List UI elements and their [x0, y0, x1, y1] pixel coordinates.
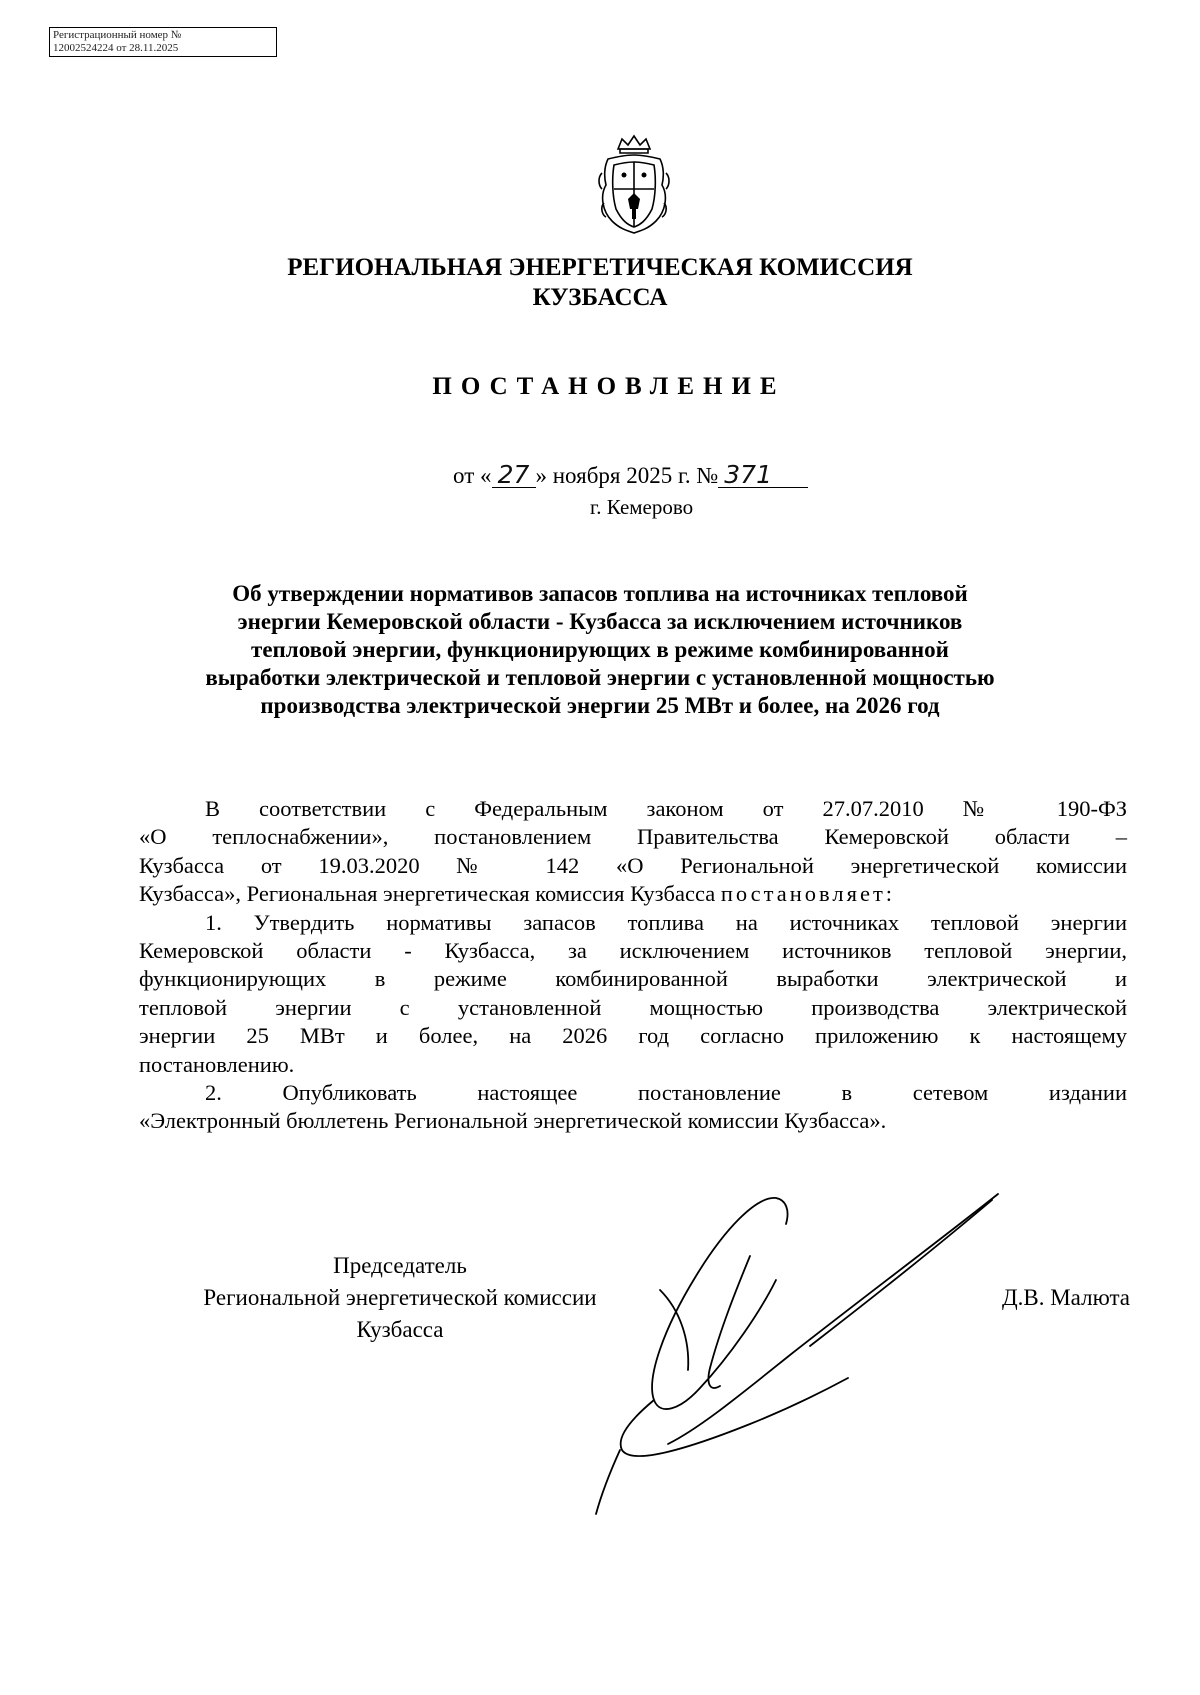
body-line: В соответствии с Федеральным законом от 27.07.2010 № 190-ФЗ	[205, 796, 1127, 821]
subject-line: Об утверждении нормативов запасов топлива на источниках тепловой	[232, 581, 968, 606]
body-line: энергии 25 МВт и более, на 2026 год согласно приложению к настоящему	[139, 1023, 1127, 1049]
body-line: Кузбасса от 19.03.2020 № 142 «О Региональной энергетической комиссии	[139, 852, 1127, 878]
document-date-number	[453, 462, 808, 490]
body-paragraph-preamble	[139, 795, 1127, 909]
subject-line: энергии Кемеровской области - Кузбасса за исключением источников	[237, 609, 963, 634]
signer-position-line1: Председатель	[333, 1253, 467, 1278]
body-line-text: Кузбасса», Региональная энергетическая комиссия Кузбасса	[139, 881, 716, 907]
signer-name: Д.В. Малюта	[1001, 1285, 1130, 1310]
subject-line: тепловой энергии, функционирующих в режиме комбинированной	[251, 637, 949, 662]
registration-stamp-line1: Регистрационный номер №	[53, 29, 182, 41]
body-line: «Электронный бюллетень Региональной энергетической комиссии Кузбасса».	[139, 1108, 887, 1134]
document-body	[139, 795, 1127, 1136]
signer-position-line2: Региональной энергетической комиссии	[203, 1285, 597, 1310]
document-city: г. Кемерово	[590, 495, 694, 519]
body-paragraph-item-1	[139, 909, 1127, 1079]
handwritten-document-number: 371	[718, 463, 808, 488]
organization-name-line2: КУЗБАССА	[532, 284, 668, 311]
coat-of-arms-icon	[594, 133, 674, 235]
organization-name-line1: РЕГИОНАЛЬНАЯ ЭНЕРГЕТИЧЕСКАЯ КОМИССИЯ	[287, 254, 913, 281]
signer-position-line3: Кузбасса	[356, 1317, 444, 1342]
handwritten-day: 27	[492, 463, 536, 488]
body-line: 2. Опубликовать настоящее постановление в сетевом издании	[205, 1080, 1127, 1106]
body-paragraph-item-2	[139, 1079, 1127, 1136]
date-month-year: » ноября 2025 г. №	[535, 463, 719, 488]
body-line	[139, 880, 1127, 908]
body-line-spaced: постановляет:	[720, 881, 896, 907]
body-line: постановлению.	[139, 1051, 295, 1077]
subject-line: выработки электрической и тепловой энергии с установленной мощностью	[205, 665, 995, 690]
handwritten-signature-icon	[560, 1180, 1020, 1530]
subject-line: производства электрической энергии 25 МВт и более, на 2026 год	[260, 693, 940, 718]
registration-stamp-line2: 12002524224 от 28.11.2025	[53, 42, 179, 54]
body-line: тепловой энергии с установленной мощностью производства электрической	[139, 994, 1127, 1020]
organization-name	[100, 253, 1100, 313]
body-line: «О теплоснабжении», постановлением Правительства Кемеровской области –	[139, 824, 1127, 850]
body-line: функционирующих в режиме комбинированной выработки электрической и	[139, 966, 1127, 992]
document-subject	[100, 580, 1100, 720]
registration-stamp	[49, 27, 277, 57]
body-line: 1. Утвердить нормативы запасов топлива на источниках тепловой энергии	[205, 909, 1127, 935]
date-prefix: от «	[453, 463, 492, 488]
document-type: ПОСТАНОВЛЕНИЕ	[432, 373, 786, 400]
body-line: Кемеровской области - Кузбасса, за исключением источников тепловой энергии,	[139, 938, 1127, 964]
